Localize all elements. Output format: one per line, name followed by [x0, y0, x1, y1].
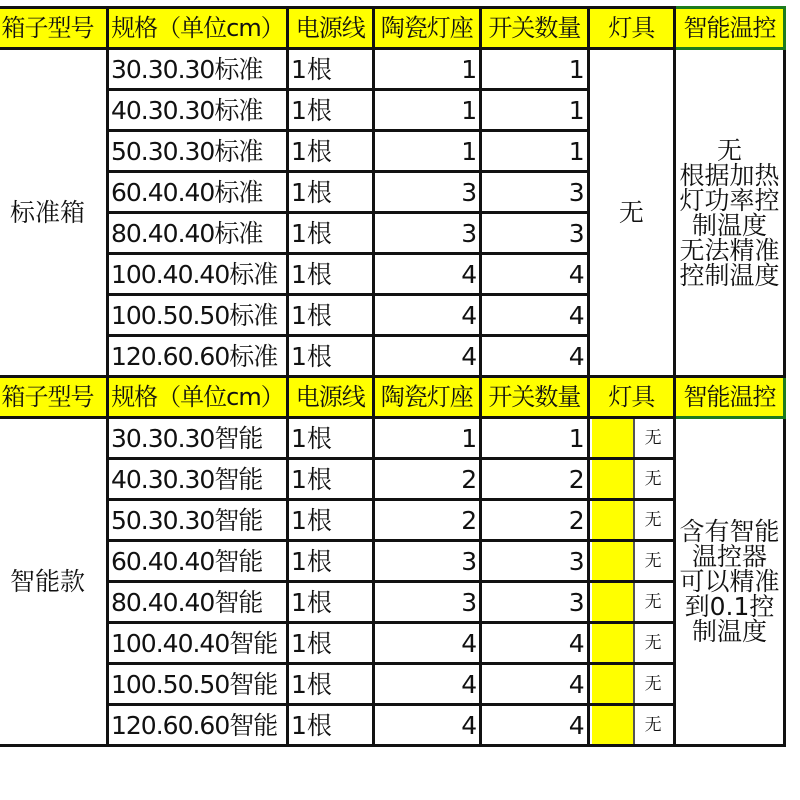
lamp-cell[interactable] — [588, 500, 674, 541]
power-cord-cell[interactable]: 1根 — [287, 664, 373, 705]
lamp-fill — [592, 419, 633, 457]
temp-control-line: 制温度 — [692, 210, 768, 240]
spec-cell[interactable]: 100.40.40智能 — [108, 623, 288, 664]
temp-control-line: 可以精准 — [679, 567, 780, 596]
socket-count-cell[interactable]: 2 — [373, 459, 481, 500]
temp-control-line: 根据加热 — [679, 160, 780, 190]
power-cord-cell[interactable]: 1根 — [287, 418, 373, 459]
smart-temp-control-cell[interactable] — [675, 418, 785, 746]
lamp-box — [592, 706, 671, 744]
header-model[interactable]: 箱子型号 — [0, 377, 108, 418]
power-cord-cell[interactable]: 1根 — [287, 500, 373, 541]
table-row — [0, 582, 785, 623]
power-cord-cell[interactable]: 1根 — [287, 131, 373, 172]
smart-model-cell[interactable]: 智能款 — [0, 418, 108, 746]
switch-count-cell[interactable]: 3 — [481, 172, 589, 213]
lamp-fill — [592, 583, 633, 621]
power-cord-cell[interactable]: 1根 — [287, 295, 373, 336]
socket-count-cell[interactable]: 2 — [373, 500, 481, 541]
spec-cell[interactable]: 30.30.30智能 — [108, 418, 288, 459]
lamp-value: 无 — [633, 665, 671, 703]
power-cord-cell[interactable]: 1根 — [287, 213, 373, 254]
temp-control-line: 制温度 — [692, 617, 768, 646]
header-spec[interactable]: 规格（单位cm） — [108, 8, 288, 49]
socket-count-cell[interactable]: 3 — [373, 172, 481, 213]
table-row — [0, 541, 785, 582]
socket-count-cell[interactable]: 4 — [373, 295, 481, 336]
spec-cell[interactable]: 80.40.40标准 — [108, 213, 288, 254]
socket-count-cell[interactable]: 4 — [373, 254, 481, 295]
lamp-fill — [592, 624, 633, 662]
lamp-fill — [592, 665, 633, 703]
power-cord-cell[interactable]: 1根 — [287, 582, 373, 623]
lamp-fill — [592, 706, 633, 744]
temp-control-line: 灯功率控 — [679, 185, 780, 215]
socket-count-cell[interactable]: 4 — [373, 664, 481, 705]
header-power[interactable]: 电源线 — [287, 377, 373, 418]
table-row — [0, 623, 785, 664]
spec-cell[interactable]: 120.60.60智能 — [108, 705, 288, 746]
socket-count-cell[interactable]: 4 — [373, 705, 481, 746]
power-cord-cell[interactable]: 1根 — [287, 705, 373, 746]
switch-count-cell[interactable]: 4 — [481, 623, 589, 664]
lamp-box — [592, 542, 671, 580]
switch-count-cell[interactable]: 4 — [481, 705, 589, 746]
table-row — [0, 500, 785, 541]
switch-count-cell[interactable]: 1 — [481, 49, 589, 90]
switch-count-cell[interactable]: 1 — [481, 131, 589, 172]
switch-count-cell[interactable]: 4 — [481, 254, 589, 295]
lamp-cell[interactable] — [588, 705, 674, 746]
lamp-fill — [592, 460, 633, 498]
switch-count-cell[interactable]: 2 — [481, 500, 589, 541]
lamp-cell[interactable] — [588, 541, 674, 582]
standard-lamp-cell[interactable]: 无 — [588, 49, 674, 377]
header-temp-control[interactable]: 智能温控 — [675, 8, 785, 49]
lamp-fill — [592, 501, 633, 539]
lamp-box — [592, 501, 671, 539]
lamp-box — [592, 624, 671, 662]
lamp-box — [592, 419, 671, 457]
spec-cell[interactable]: 40.30.30智能 — [108, 459, 288, 500]
smart-header-row — [0, 377, 785, 418]
table-row — [0, 705, 785, 746]
lamp-value: 无 — [633, 419, 671, 457]
power-cord-cell[interactable]: 1根 — [287, 541, 373, 582]
spec-cell[interactable]: 80.40.40智能 — [108, 582, 288, 623]
standard-header-row — [0, 8, 785, 49]
switch-count-cell[interactable]: 1 — [481, 418, 589, 459]
temp-control-line: 含有智能 — [679, 517, 780, 546]
socket-count-cell[interactable]: 1 — [373, 418, 481, 459]
switch-count-cell[interactable]: 3 — [481, 541, 589, 582]
power-cord-cell[interactable]: 1根 — [287, 336, 373, 377]
lamp-cell[interactable] — [588, 664, 674, 705]
lamp-value: 无 — [633, 583, 671, 621]
standard-model-cell[interactable]: 标准箱 — [0, 49, 108, 377]
lamp-value: 无 — [633, 460, 671, 498]
lamp-box — [592, 583, 671, 621]
lamp-value: 无 — [633, 624, 671, 662]
power-cord-cell[interactable]: 1根 — [287, 172, 373, 213]
table-row — [0, 418, 785, 459]
lamp-box — [592, 460, 671, 498]
socket-count-cell[interactable]: 1 — [373, 49, 481, 90]
header-socket[interactable]: 陶瓷灯座 — [373, 377, 481, 418]
spec-cell[interactable]: 100.40.40标准 — [108, 254, 288, 295]
spec-table — [0, 6, 786, 747]
power-cord-cell[interactable]: 1根 — [287, 254, 373, 295]
socket-count-cell[interactable]: 3 — [373, 541, 481, 582]
switch-count-cell[interactable]: 4 — [481, 295, 589, 336]
header-lamp[interactable]: 灯具 — [588, 377, 674, 418]
power-cord-cell[interactable]: 1根 — [287, 623, 373, 664]
lamp-value: 无 — [633, 542, 671, 580]
socket-count-cell[interactable]: 4 — [373, 336, 481, 377]
switch-count-cell[interactable]: 4 — [481, 664, 589, 705]
header-switch[interactable]: 开关数量 — [481, 377, 589, 418]
switch-count-cell[interactable]: 3 — [481, 213, 589, 254]
temp-control-line: 到0.1控 — [684, 592, 775, 621]
standard-temp-control-cell[interactable] — [675, 49, 785, 377]
socket-count-cell[interactable]: 3 — [373, 582, 481, 623]
power-cord-cell[interactable]: 1根 — [287, 459, 373, 500]
lamp-value: 无 — [633, 706, 671, 744]
lamp-cell[interactable] — [588, 418, 674, 459]
switch-count-cell[interactable]: 3 — [481, 582, 589, 623]
header-temp-control[interactable]: 智能温控 — [675, 377, 785, 418]
temp-control-line: 温控器 — [692, 542, 768, 571]
temp-control-line: 无法精准 — [679, 235, 780, 265]
switch-count-cell[interactable]: 2 — [481, 459, 589, 500]
spec-cell[interactable]: 60.40.40标准 — [108, 172, 288, 213]
table-row — [0, 664, 785, 705]
spec-cell[interactable]: 50.30.30智能 — [108, 500, 288, 541]
temp-control-line: 控制温度 — [679, 260, 780, 290]
table-row — [0, 459, 785, 500]
lamp-fill — [592, 542, 633, 580]
spec-cell[interactable]: 120.60.60标准 — [108, 336, 288, 377]
power-cord-cell[interactable]: 1根 — [287, 49, 373, 90]
header-lamp[interactable]: 灯具 — [588, 8, 674, 49]
spec-cell[interactable]: 40.30.30标准 — [108, 90, 288, 131]
spec-cell[interactable]: 100.50.50标准 — [108, 295, 288, 336]
header-model[interactable]: 箱子型号 — [0, 8, 108, 49]
switch-count-cell[interactable]: 1 — [481, 90, 589, 131]
spec-cell[interactable]: 50.30.30标准 — [108, 131, 288, 172]
lamp-cell[interactable] — [588, 582, 674, 623]
socket-count-cell[interactable]: 1 — [373, 131, 481, 172]
header-switch[interactable]: 开关数量 — [481, 8, 589, 49]
table-row — [0, 49, 785, 90]
lamp-cell[interactable] — [588, 623, 674, 664]
header-power[interactable]: 电源线 — [287, 8, 373, 49]
lamp-cell[interactable] — [588, 459, 674, 500]
socket-count-cell[interactable]: 1 — [373, 90, 481, 131]
switch-count-cell[interactable]: 4 — [481, 336, 589, 377]
power-cord-cell[interactable]: 1根 — [287, 90, 373, 131]
header-socket[interactable]: 陶瓷灯座 — [373, 8, 481, 49]
socket-count-cell[interactable]: 4 — [373, 623, 481, 664]
lamp-value: 无 — [633, 501, 671, 539]
spec-cell[interactable]: 100.50.50智能 — [108, 664, 288, 705]
socket-count-cell[interactable]: 3 — [373, 213, 481, 254]
header-spec[interactable]: 规格（单位cm） — [108, 377, 288, 418]
spec-cell[interactable]: 30.30.30标准 — [108, 49, 288, 90]
spec-cell[interactable]: 60.40.40智能 — [108, 541, 288, 582]
temp-control-line: 无 — [717, 135, 743, 165]
lamp-box — [592, 665, 671, 703]
